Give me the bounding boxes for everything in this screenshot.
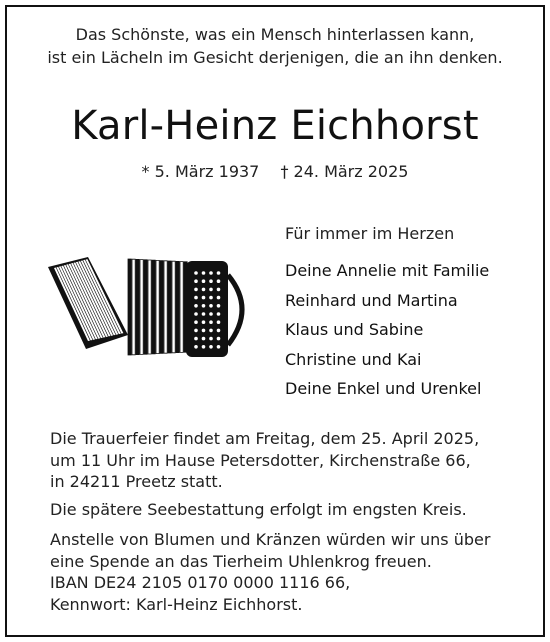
bass-button — [194, 304, 198, 308]
bass-button — [217, 304, 221, 308]
bass-button — [209, 345, 213, 349]
bass-button — [209, 279, 213, 283]
info-line: Kennwort: Karl-Heinz Eichhorst. — [50, 594, 303, 614]
bass-button — [209, 304, 213, 308]
bellows-fold — [148, 260, 151, 354]
bass-button — [202, 329, 206, 333]
bass-button — [217, 288, 221, 292]
bellows-fold — [128, 259, 131, 355]
bass-button — [194, 345, 198, 349]
burial-info — [50, 499, 510, 521]
bass-button — [202, 312, 206, 316]
donation-info — [50, 529, 510, 615]
info-line: eine Spende an das Tierheim Uhlenkrog freuen. — [50, 551, 432, 571]
bellows-fold — [140, 260, 143, 355]
quote-line: ist ein Lächeln im Gesicht derjenigen, die an ihn denken. — [47, 48, 503, 67]
bass-button — [194, 312, 198, 316]
bass-button — [217, 320, 221, 324]
bellows-fold — [176, 261, 179, 352]
bass-button — [202, 288, 206, 292]
mourners-heading: Für immer im Herzen — [285, 224, 455, 243]
bellows-fold — [132, 259, 135, 355]
deceased-name: Karl-Heinz Eichhorst — [71, 103, 479, 149]
bass-button — [202, 271, 206, 275]
bass-button — [209, 271, 213, 275]
info-line: um 11 Uhr im Hause Petersdotter, Kirchenstraße 66, — [50, 450, 471, 470]
bass-button — [194, 279, 198, 283]
bass-button — [217, 329, 221, 333]
mourner-name: Deine Enkel und Urenkel — [285, 379, 482, 398]
bass-button — [209, 320, 213, 324]
bass-button — [209, 337, 213, 341]
bass-button — [209, 296, 213, 300]
bass-button — [217, 271, 221, 275]
bass-button — [217, 312, 221, 316]
bass-button — [209, 288, 213, 292]
mourner-name: Reinhard und Martina — [285, 290, 458, 310]
memorial-quote — [0, 23, 550, 69]
bass-button — [202, 337, 206, 341]
bass-button — [202, 304, 206, 308]
bellows-fold — [168, 261, 171, 353]
info-line: Anstelle von Blumen und Kränzen würden wir uns über — [50, 530, 491, 549]
accordion-bellows — [128, 259, 187, 355]
bellows-fold — [172, 261, 175, 353]
bass-button — [217, 345, 221, 349]
birth-date: * 5. März 1937 — [141, 162, 260, 181]
bass-button — [194, 320, 198, 324]
bass-button — [202, 296, 206, 300]
bellows-fold — [180, 262, 183, 353]
bass-box — [186, 261, 228, 357]
bass-button — [194, 288, 198, 292]
accordion-strap — [228, 275, 242, 345]
mourner-name: Klaus und Sabine — [285, 320, 424, 339]
mourner-name: Deine Annelie mit Familie — [285, 261, 490, 280]
bass-button — [202, 279, 206, 283]
bass-button — [202, 320, 206, 324]
bass-button — [217, 337, 221, 341]
bellows-fold — [136, 259, 139, 354]
mourner-name: Christine und Kai — [285, 349, 422, 369]
bass-button — [217, 279, 221, 283]
bellows-fold — [144, 260, 147, 354]
bass-button — [194, 271, 198, 275]
bass-button — [217, 296, 221, 300]
bellows-fold — [156, 260, 159, 353]
info-line: in 24211 Preetz statt. — [50, 472, 223, 491]
bass-button — [194, 296, 198, 300]
bellows-fold — [164, 261, 167, 353]
bellows-fold — [152, 260, 155, 354]
bass-button — [209, 312, 213, 316]
info-line: IBAN DE24 2105 0170 0000 1116 66, — [50, 573, 351, 592]
death-date: † 24. März 2025 — [280, 162, 409, 181]
accordion-icon — [46, 253, 262, 365]
bass-button — [202, 345, 206, 349]
bellows-fold — [160, 261, 163, 354]
service-info — [50, 428, 510, 493]
info-line: Die spätere Seebestattung erfolgt im engsten Kreis. — [50, 500, 467, 519]
life-dates — [0, 161, 550, 183]
bass-button — [194, 329, 198, 333]
info-line: Die Trauerfeier findet am Freitag, dem 25. April 2025, — [50, 429, 480, 448]
bass-button — [194, 337, 198, 341]
mourners-list — [285, 256, 489, 404]
bass-button — [209, 329, 213, 333]
quote-line: Das Schönste, was ein Mensch hinterlassen kann, — [75, 25, 475, 44]
